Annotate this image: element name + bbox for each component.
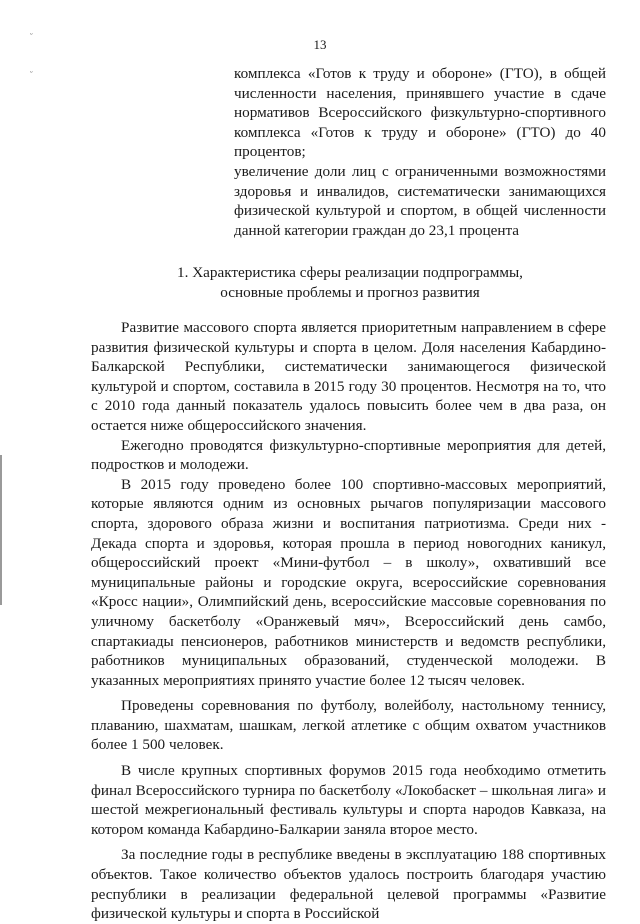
continuation-paragraph-gto: комплекса «Готов к труду и обороне» (ГТО), в общей численности населения, принявшего участие в сдаче нормативов Всероссийского физкультурно-спортивного комплекса «Готов к труду и обороне» (ГТО) до 40 процентов;	[234, 65, 606, 161]
body-paragraph-2015-events: В 2015 году проведено более 100 спортивно-массовых мероприятий, которые являются одним из основных рычагов популяризации массового спорта, здорового образа жизни и воспитания патриотизма. Среди них - Декада спорта и здоровья, которая прошла в период новогодних каникул, общероссийский проект «Мини-футбол – в школу», охвативший все муниципальные районы и городские округа, всероссийские соревнования «Кросс нации», Олимпийский день, всероссийские массовые соревнования по уличному баскетболу «Оранжевый мяч», Всероссийский день самбо, спартакиады пенсионеров, работников министерств и ведомств республики, работников муниципальных образований, студенческой молодежи. В указанных мероприятиях принято участие более 12 тысяч человек.	[91, 475, 606, 689]
page-number: 13	[313, 37, 327, 52]
continuation-paragraph-disabled: увеличение доли лиц с ограниченными возможностями здоровья и инвалидов, систематически занимающихся физической культурой и спортом, в общей численности данной категории граждан до 23,1 процента	[234, 162, 606, 239]
body-paragraph-annual-events: Ежегодно проводятся физкультурно-спортивные мероприятия для детей, подростков и молодежи.	[91, 436, 606, 474]
body-paragraph-sport-facilities: За последние годы в республике введены в эксплуатацию 188 спортивных объектов. Такое количество объектов удалось построить благодаря участию республики в реализации федеральной целевой программы «Развитие физической культуры и спорта в Российской	[91, 846, 606, 923]
section-heading-line-2: основные проблемы и прогноз развития	[220, 283, 480, 301]
section-heading-line-1: 1. Характеристика сферы реализации подпрограммы,	[177, 264, 523, 281]
body-paragraph-competitions: Проведены соревнования по футболу, волейболу, настольному теннису, плаванию, шахматам, шашкам, легкой атлетике с общим охватом участников более 1 500 человек.	[91, 697, 606, 754]
body-paragraph-forums: В числе крупных спортивных форумов 2015 года необходимо отметить финал Всероссийского турнира по баскетболу «Локобаскет – школьная лига» и шестой межрегиональный фестиваль культуры и спорта народов Кавказа, на котором команда Кабардино-Балкарии заняла второе место.	[91, 762, 606, 838]
scan-mark-top: ᵕ	[30, 29, 33, 39]
scan-edge-line	[0, 455, 2, 605]
section-heading	[90, 263, 610, 302]
scan-mark-second: ᵕ	[30, 67, 33, 77]
body-paragraph-mass-sport: Развитие массового спорта является приоритетным направлением в сфере развития физической культуры и спорта в целом. Доля населения Кабардино-Балкарской Республики, систематически занимающегося физической культурой и спортом, составила в 2015 году 30 процентов. Несмотря на то, что с 2010 года данный показатель удалось повысить более чем в два раза, он остается ниже общероссийского значения.	[91, 319, 606, 434]
continuation-block	[234, 64, 606, 240]
section-body	[91, 318, 606, 924]
